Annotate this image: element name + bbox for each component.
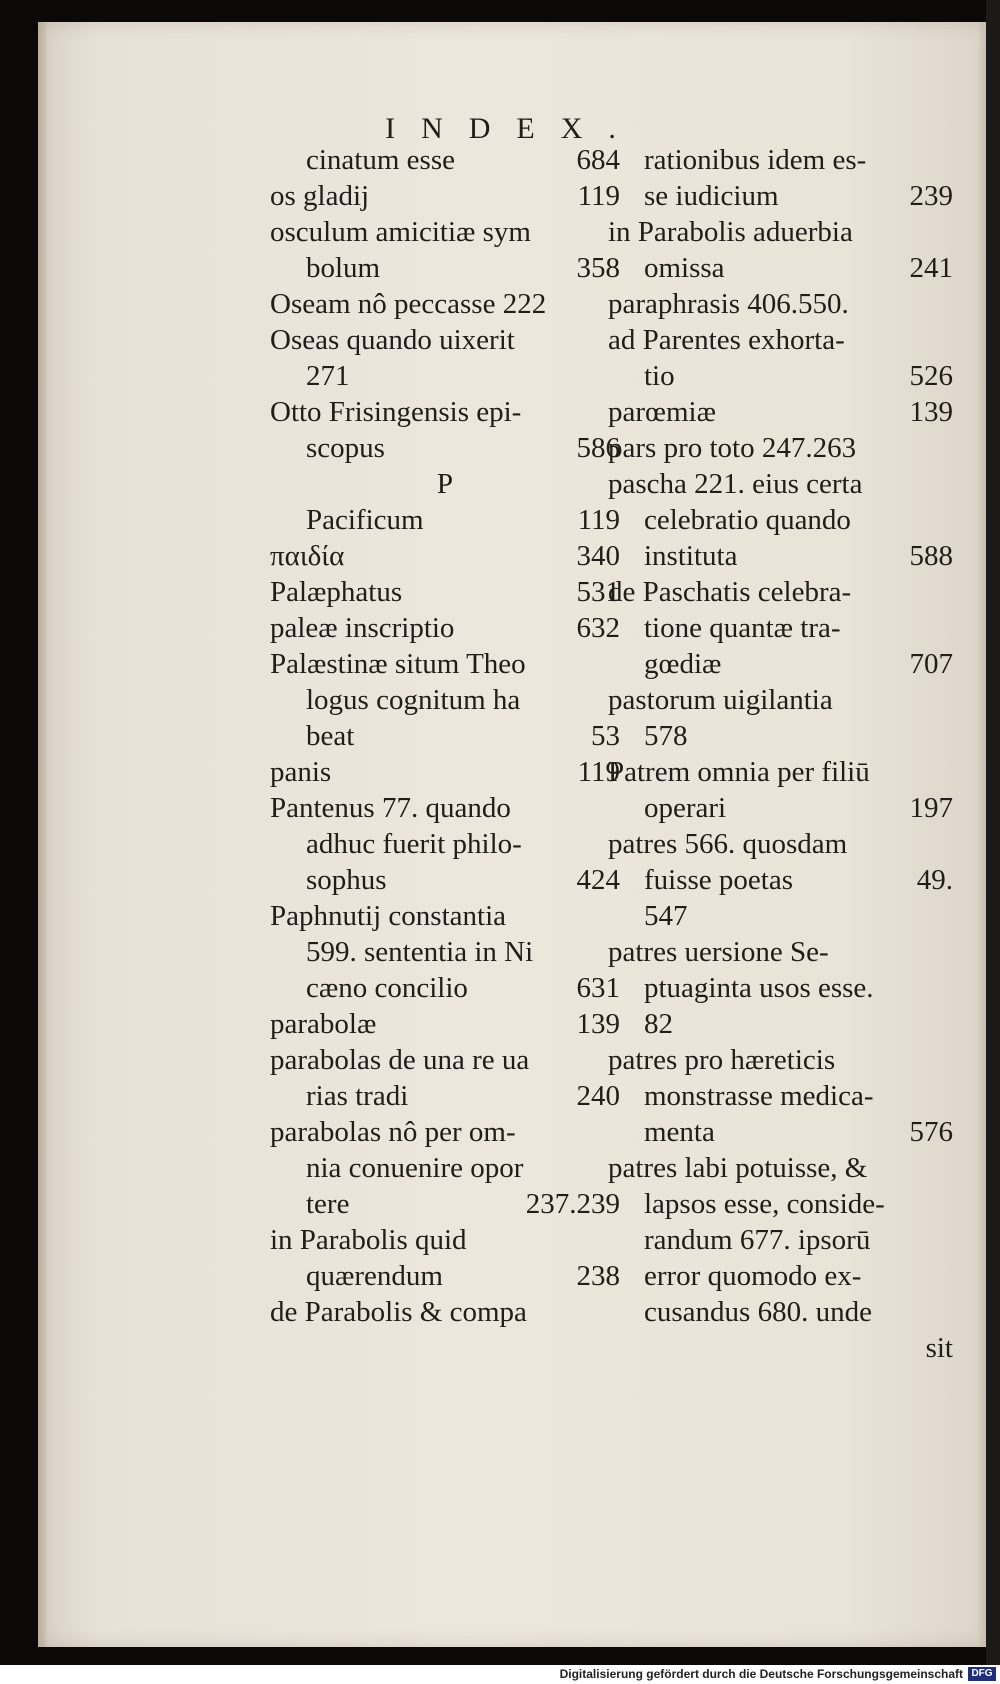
- index-entry: [608, 502, 953, 538]
- index-entry-text: omissa: [644, 252, 725, 284]
- index-entry-text: Pacificum: [306, 504, 424, 536]
- index-entry: [270, 358, 620, 394]
- index-entry: [608, 1294, 953, 1330]
- index-entry-text: sit: [925, 1332, 953, 1364]
- index-entry-text: fuisse poetas: [644, 864, 793, 896]
- index-entry: [270, 1258, 620, 1294]
- index-entry-text: parœmiæ: [608, 396, 716, 428]
- index-entry: [608, 754, 953, 790]
- index-entry-page-number: 238: [576, 1260, 620, 1292]
- index-entry-text: P: [436, 468, 454, 500]
- index-entry: [270, 1186, 620, 1222]
- index-entry-text: patres labi potuisse, &: [608, 1152, 868, 1184]
- index-entry-text: tione quantæ tra-: [644, 612, 841, 644]
- index-entry: [270, 250, 620, 286]
- index-entry-text: 599. sententia in Ni: [306, 936, 534, 968]
- index-entry-text: tio: [644, 360, 675, 392]
- index-entry: [270, 1150, 620, 1186]
- index-entry: [608, 1006, 953, 1042]
- index-entry: [270, 610, 620, 646]
- page-gutter-shadow: [38, 22, 48, 1647]
- index-entry: [608, 1150, 953, 1186]
- index-entry: [270, 1042, 620, 1078]
- index-entry: [608, 250, 953, 286]
- index-entry-text: os gladij: [270, 180, 370, 212]
- index-entry-text: Otto Frisingensis epi-: [270, 396, 522, 428]
- index-entry-text: Pantenus 77. quando: [270, 792, 511, 824]
- index-entry-page-number: 684: [576, 144, 620, 176]
- index-entry-text: beat: [306, 720, 355, 752]
- index-entry-text: error quomodo ex-: [644, 1260, 862, 1292]
- index-entry: [270, 430, 620, 466]
- index-entry-text: quærendum: [306, 1260, 443, 1292]
- index-entry: [608, 898, 953, 934]
- index-entry-text: pars pro toto 247.263: [608, 432, 857, 464]
- index-entry-text: rias tradi: [306, 1080, 409, 1112]
- index-entry-text: 578: [644, 720, 688, 752]
- index-entry-page-number: 237.239: [525, 1188, 620, 1220]
- index-entry: [608, 538, 953, 574]
- index-entry-text: operari: [644, 792, 727, 824]
- index-entry: [608, 1186, 953, 1222]
- footer-bar: [0, 1665, 1000, 1684]
- index-entry-page-number: 53: [591, 720, 620, 752]
- index-entry-page-number: 707: [909, 648, 953, 680]
- index-entry: [270, 1222, 620, 1258]
- index-entry: [608, 1258, 953, 1294]
- index-entry-text: in Parabolis aduerbia: [608, 216, 853, 248]
- index-entry-text: pascha 221. eius certa: [608, 468, 863, 500]
- index-entry: [608, 1114, 953, 1150]
- index-entry-page-number: 241: [909, 252, 953, 284]
- index-entry: [608, 646, 953, 682]
- index-entry-text: bolum: [306, 252, 381, 284]
- index-entry-page-number: 588: [909, 540, 953, 572]
- index-entry: [608, 142, 953, 178]
- index-entry-page-number: 119: [577, 504, 620, 536]
- index-entry: [608, 682, 953, 718]
- index-entry-text: lapsos esse, conside-: [644, 1188, 885, 1220]
- index-entry: [608, 178, 953, 214]
- index-entry-text: logus cognitum ha: [306, 684, 521, 716]
- running-head: INDEX.: [385, 112, 642, 145]
- index-entry: [270, 862, 620, 898]
- dfg-logo: DFG: [968, 1667, 996, 1681]
- index-entry: [270, 754, 620, 790]
- index-column-left: [270, 142, 620, 1330]
- index-entry-text: rationibus idem es-: [644, 144, 867, 176]
- index-entry: [270, 682, 620, 718]
- digitization-credit: Digitalisierung gefördert durch die Deutsche Forschungsgemeinschaft: [559, 1667, 963, 1681]
- index-entry-text: menta: [644, 1116, 715, 1148]
- index-entry: [270, 970, 620, 1006]
- index-entry-text: patres 566. quosdam: [608, 828, 848, 860]
- index-entry-text: cæno concilio: [306, 972, 468, 1004]
- index-entry: [608, 970, 953, 1006]
- index-entry-text: ad Parentes exhorta-: [608, 324, 845, 356]
- index-entry: [608, 394, 953, 430]
- index-entry: [270, 178, 620, 214]
- index-entry-text: parabolæ: [270, 1008, 377, 1040]
- index-entry-text: se iudicium: [644, 180, 779, 212]
- index-entry-text: scopus: [306, 432, 385, 464]
- index-entry: [270, 1114, 620, 1150]
- index-entry-text: osculum amicitiæ sym: [270, 216, 531, 248]
- index-entry-text: parabolas de una re ua: [270, 1044, 530, 1076]
- index-entry-page-number: 119: [577, 756, 620, 788]
- index-entry: [608, 358, 953, 394]
- index-entry: [270, 1078, 620, 1114]
- index-entry-text: paraphrasis 406.550.: [608, 288, 849, 320]
- index-entry-text: nia conuenire opor: [306, 1152, 524, 1184]
- index-entry-page-number: 632: [576, 612, 620, 644]
- index-entry-page-number: 340: [576, 540, 620, 572]
- index-entry-text: patres pro hæreticis: [608, 1044, 836, 1076]
- index-entry: [270, 502, 620, 538]
- index-entry: [270, 142, 620, 178]
- index-entry-text: monstrasse medica-: [644, 1080, 874, 1112]
- index-entry: [270, 1294, 620, 1330]
- index-entry-text: Palæstinæ situm Theo: [270, 648, 526, 680]
- index-entry-page-number: 526: [909, 360, 953, 392]
- index-entry: [270, 718, 620, 754]
- index-entry-text: de Paschatis celebra-: [608, 576, 852, 608]
- index-entry: [608, 574, 953, 610]
- index-entry-text: 82: [644, 1008, 673, 1040]
- index-entry-page-number: 576: [909, 1116, 953, 1148]
- index-entry: [270, 466, 620, 502]
- index-entry: [608, 430, 953, 466]
- index-entry: [270, 574, 620, 610]
- index-entry: [270, 898, 620, 934]
- index-entry-text: parabolas nô per om-: [270, 1116, 516, 1148]
- index-entry: [608, 214, 953, 250]
- index-entry: [608, 466, 953, 502]
- index-entry: [608, 1078, 953, 1114]
- index-entry: [608, 790, 953, 826]
- index-entry-text: celebratio quando: [644, 504, 851, 536]
- index-entry-text: adhuc fuerit philo-: [306, 828, 522, 860]
- index-entry-text: gœdiæ: [644, 648, 722, 680]
- index-entry: [270, 790, 620, 826]
- index-entry: [270, 934, 620, 970]
- index-entry-page-number: 239: [909, 180, 953, 212]
- scan-border: [986, 0, 1000, 1665]
- index-entry: [608, 718, 953, 754]
- index-entry-page-number: 240: [576, 1080, 620, 1112]
- index-entry: [608, 862, 953, 898]
- index-entry-text: patres uersione Se-: [608, 936, 829, 968]
- index-entry: [608, 826, 953, 862]
- index-entry-text: Patrem omnia per filiū: [608, 756, 870, 788]
- index-entry: [608, 322, 953, 358]
- index-entry-page-number: 531: [576, 576, 620, 608]
- index-entry-text: ptuaginta usos esse.: [644, 972, 874, 1004]
- index-entry: [270, 826, 620, 862]
- index-entry-text: 547: [644, 900, 688, 932]
- index-entry: [608, 286, 953, 322]
- index-entry: [270, 322, 620, 358]
- index-entry-text: cusandus 680. unde: [644, 1296, 872, 1328]
- index-entry: [608, 610, 953, 646]
- index-entry-text: pastorum uigilantia: [608, 684, 833, 716]
- index-column-right: [608, 142, 953, 1366]
- index-entry: [608, 934, 953, 970]
- index-entry-text: de Parabolis & compa: [270, 1296, 527, 1328]
- index-entry-page-number: 424: [576, 864, 620, 896]
- index-entry: [270, 214, 620, 250]
- index-entry: [270, 286, 620, 322]
- index-entry-text: sophus: [306, 864, 387, 896]
- index-entry: [270, 538, 620, 574]
- index-entry-text: 271: [306, 360, 350, 392]
- index-entry-text: in Parabolis quid: [270, 1224, 467, 1256]
- index-entry: [608, 1330, 953, 1366]
- index-entry-text: Palæphatus: [270, 576, 403, 608]
- index-entry-text: instituta: [644, 540, 738, 572]
- index-entry-page-number: 197: [909, 792, 953, 824]
- index-entry-page-number: 139: [909, 396, 953, 428]
- index-entry-text: randum 677. ipsorū: [644, 1224, 871, 1256]
- index-entry-text: cinatum esse: [306, 144, 455, 176]
- index-entry-page-number: 586: [576, 432, 620, 464]
- index-entry-page-number: 49.: [916, 864, 953, 896]
- index-entry: [270, 394, 620, 430]
- index-entry-page-number: 139: [576, 1008, 620, 1040]
- index-entry-page-number: 631: [576, 972, 620, 1004]
- index-entry-text: panis: [270, 756, 332, 788]
- index-entry-text: Oseas quando uixerit: [270, 324, 515, 356]
- index-entry-text: tere: [306, 1188, 350, 1220]
- index-entry-page-number: 119: [577, 180, 620, 212]
- index-entry-text: paleæ inscriptio: [270, 612, 455, 644]
- index-entry: [608, 1042, 953, 1078]
- index-entry: [270, 1006, 620, 1042]
- index-entry-text: παιδία: [270, 540, 345, 572]
- index-entry: [608, 1222, 953, 1258]
- index-entry: [270, 646, 620, 682]
- index-entry-page-number: 358: [576, 252, 620, 284]
- index-entry-text: Paphnutij constantia: [270, 900, 506, 932]
- index-entry-text: Oseam nô peccasse 222: [270, 288, 547, 320]
